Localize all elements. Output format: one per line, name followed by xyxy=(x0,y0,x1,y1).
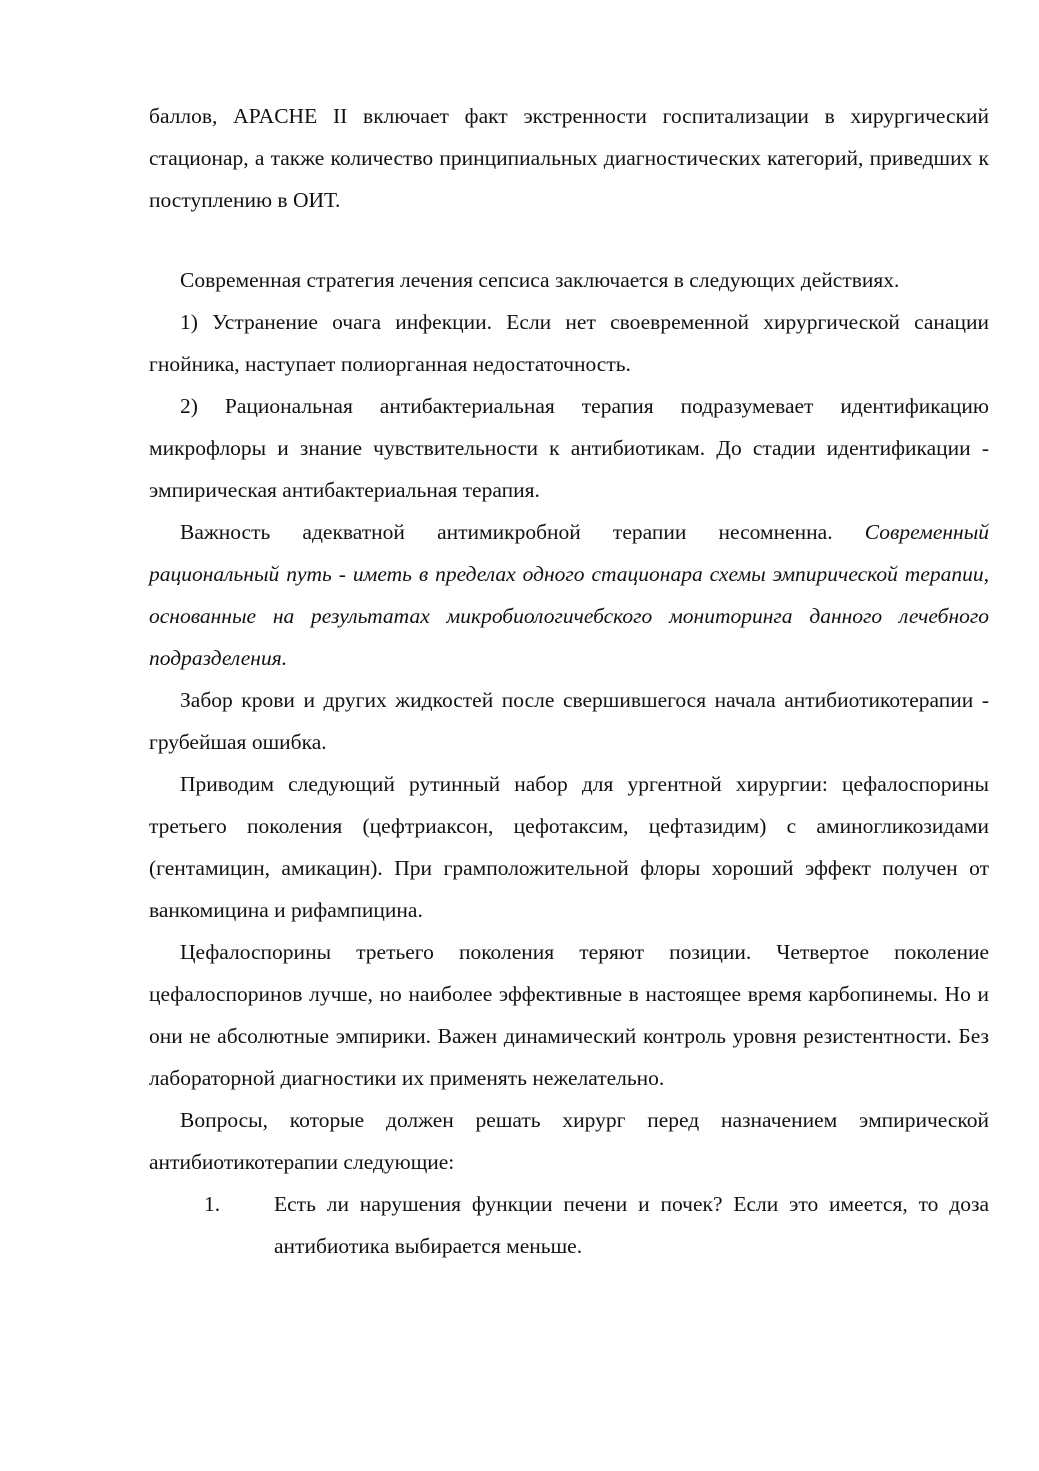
document-page xyxy=(149,95,989,1267)
paragraph-apache: баллов, APACHE II включает факт экстренности госпитализации в хирургический стационар, а также количество принципиальных диагностических категорий, приведших к поступлению в ОИТ. xyxy=(149,104,989,212)
list-item-text: Есть ли нарушения функции печени и почек? Если это имеется, то доза антибиотика выбирается меньше. xyxy=(274,1192,989,1258)
paragraph-antibacterial-therapy: 2) Рациональная антибактериальная терапия подразумевает идентификацию микрофлоры и знание чувствительности к антибиотикам. До стадии идентификации - эмпирическая антибактериальная терапия. xyxy=(149,394,989,502)
paragraph-cephalosporins: Цефалоспорины третьего поколения теряют позиции. Четвертое поколение цефалоспоринов лучше, но наиболее эффективные в настоящее время карбопинемы. Но и они не абсолютные эмпирики. Важен динамический контроль уровня резистентности. Без лабораторной диагностики их применять нежелательно. xyxy=(149,940,989,1090)
list-item xyxy=(204,1183,989,1267)
paragraph-routine-set: Приводим следующий рутинный набор для ургентной хирургии: цефалоспорины третьего поколения (цефтриаксон, цефотаксим, цефтазидим) с аминогликозидами (гентамицин, амикацин). При грамположительной флоры хороший эффект получен от ванкомицина и рифампицина. xyxy=(149,772,989,922)
paragraph-strategy: Современная стратегия лечения сепсиса заключается в следующих действиях. xyxy=(180,268,900,292)
list-item-number: 1. xyxy=(204,1192,221,1216)
antimicrobial-italic-text: Современный рациональный путь - иметь в пределах одного стационара схемы эмпирической терапии, основанные на результатах микробиологичебского мониторинга данного лечебного подразделения. xyxy=(149,520,989,670)
paragraph-blood-sampling: Забор крови и других жидкостей после свершившегося начала антибиотикотерапии - грубейшая ошибка. xyxy=(149,688,989,754)
paragraph-infection-source: 1) Устранение очага инфекции. Если нет своевременной хирургической санации гнойника, наступает полиорганная недостаточность. xyxy=(149,310,989,376)
paragraph-gap xyxy=(149,221,989,259)
paragraph-questions: Вопросы, которые должен решать хирург перед назначением эмпирической антибиотикотерапии следующие: xyxy=(149,1108,989,1174)
paragraph-antimicrobial-importance xyxy=(149,511,989,679)
antimicrobial-regular-text: Важность адекватной антимикробной терапии несомненна. xyxy=(180,520,833,544)
